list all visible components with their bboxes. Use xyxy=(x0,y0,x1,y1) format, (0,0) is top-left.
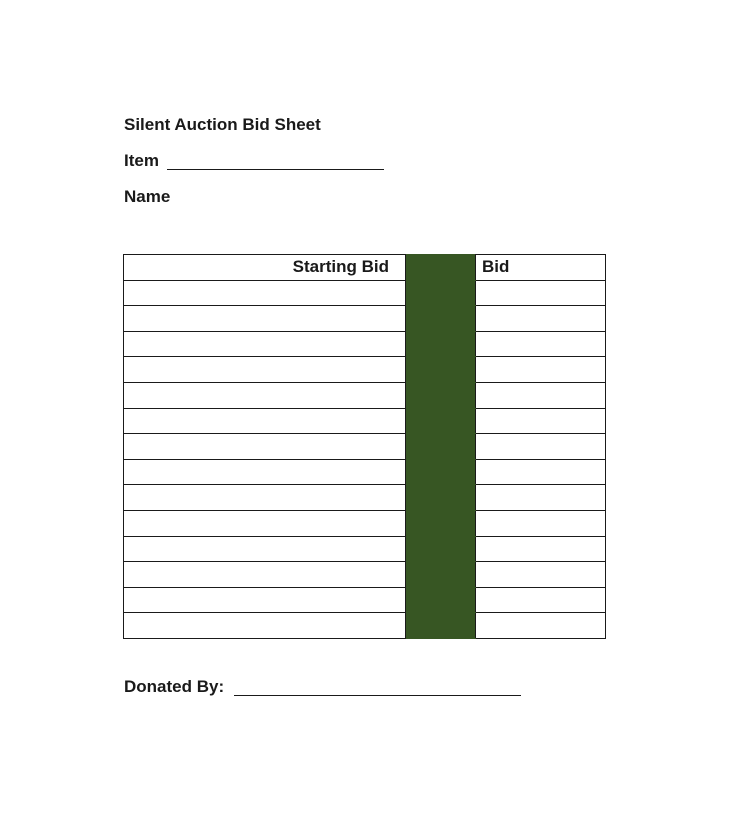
name-label: Name xyxy=(124,187,171,206)
item-blank-line[interactable] xyxy=(167,152,384,170)
table-row xyxy=(124,306,606,332)
accent-cell xyxy=(406,382,476,408)
accent-cell xyxy=(406,485,476,511)
bidder-cell[interactable] xyxy=(124,613,406,639)
bidder-cell[interactable] xyxy=(124,382,406,408)
bidder-cell[interactable] xyxy=(124,306,406,332)
bidder-cell[interactable] xyxy=(124,485,406,511)
bid-amount-cell[interactable] xyxy=(476,562,606,588)
bidder-cell[interactable] xyxy=(124,587,406,613)
table-row xyxy=(124,408,606,434)
table-row xyxy=(124,357,606,383)
accent-cell xyxy=(406,510,476,536)
bid-amount-cell[interactable] xyxy=(476,280,606,306)
bid-amount-cell[interactable] xyxy=(476,485,606,511)
header-starting-bid: Starting Bid xyxy=(124,255,406,281)
bid-amount-cell[interactable] xyxy=(476,357,606,383)
header-bid: Bid xyxy=(476,255,606,281)
table-row xyxy=(124,382,606,408)
bidder-cell[interactable] xyxy=(124,562,406,588)
accent-cell xyxy=(406,536,476,562)
bidder-cell[interactable] xyxy=(124,280,406,306)
bid-amount-cell[interactable] xyxy=(476,536,606,562)
table-header-row xyxy=(124,255,606,281)
accent-cell xyxy=(406,459,476,485)
bid-amount-cell[interactable] xyxy=(476,382,606,408)
bid-amount-cell[interactable] xyxy=(476,331,606,357)
donated-by-blank-line[interactable] xyxy=(234,678,521,696)
bid-table xyxy=(123,254,606,639)
bidder-cell[interactable] xyxy=(124,408,406,434)
accent-cell xyxy=(406,331,476,357)
bid-amount-cell[interactable] xyxy=(476,434,606,460)
accent-cell xyxy=(406,613,476,639)
accent-cell xyxy=(406,306,476,332)
bidder-cell[interactable] xyxy=(124,536,406,562)
table-row xyxy=(124,331,606,357)
bid-amount-cell[interactable] xyxy=(476,510,606,536)
bid-amount-cell[interactable] xyxy=(476,613,606,639)
table-row xyxy=(124,510,606,536)
bidder-cell[interactable] xyxy=(124,459,406,485)
table-row xyxy=(124,562,606,588)
header-accent-cell xyxy=(406,255,476,281)
bid-amount-cell[interactable] xyxy=(476,408,606,434)
item-label: Item xyxy=(124,151,159,170)
accent-cell xyxy=(406,587,476,613)
accent-cell xyxy=(406,562,476,588)
bidder-cell[interactable] xyxy=(124,357,406,383)
table-row xyxy=(124,485,606,511)
accent-cell xyxy=(406,357,476,383)
accent-cell xyxy=(406,434,476,460)
table-row xyxy=(124,613,606,639)
bid-amount-cell[interactable] xyxy=(476,587,606,613)
accent-cell xyxy=(406,280,476,306)
bidder-cell[interactable] xyxy=(124,434,406,460)
bidder-cell[interactable] xyxy=(124,510,406,536)
bid-amount-cell[interactable] xyxy=(476,459,606,485)
bid-amount-cell[interactable] xyxy=(476,306,606,332)
accent-cell xyxy=(406,408,476,434)
table-row xyxy=(124,587,606,613)
table-row xyxy=(124,280,606,306)
sheet-title: Silent Auction Bid Sheet xyxy=(124,115,321,134)
bidder-cell[interactable] xyxy=(124,331,406,357)
table-row xyxy=(124,536,606,562)
table-row xyxy=(124,434,606,460)
donated-by-label: Donated By: xyxy=(124,677,225,696)
table-row xyxy=(124,459,606,485)
